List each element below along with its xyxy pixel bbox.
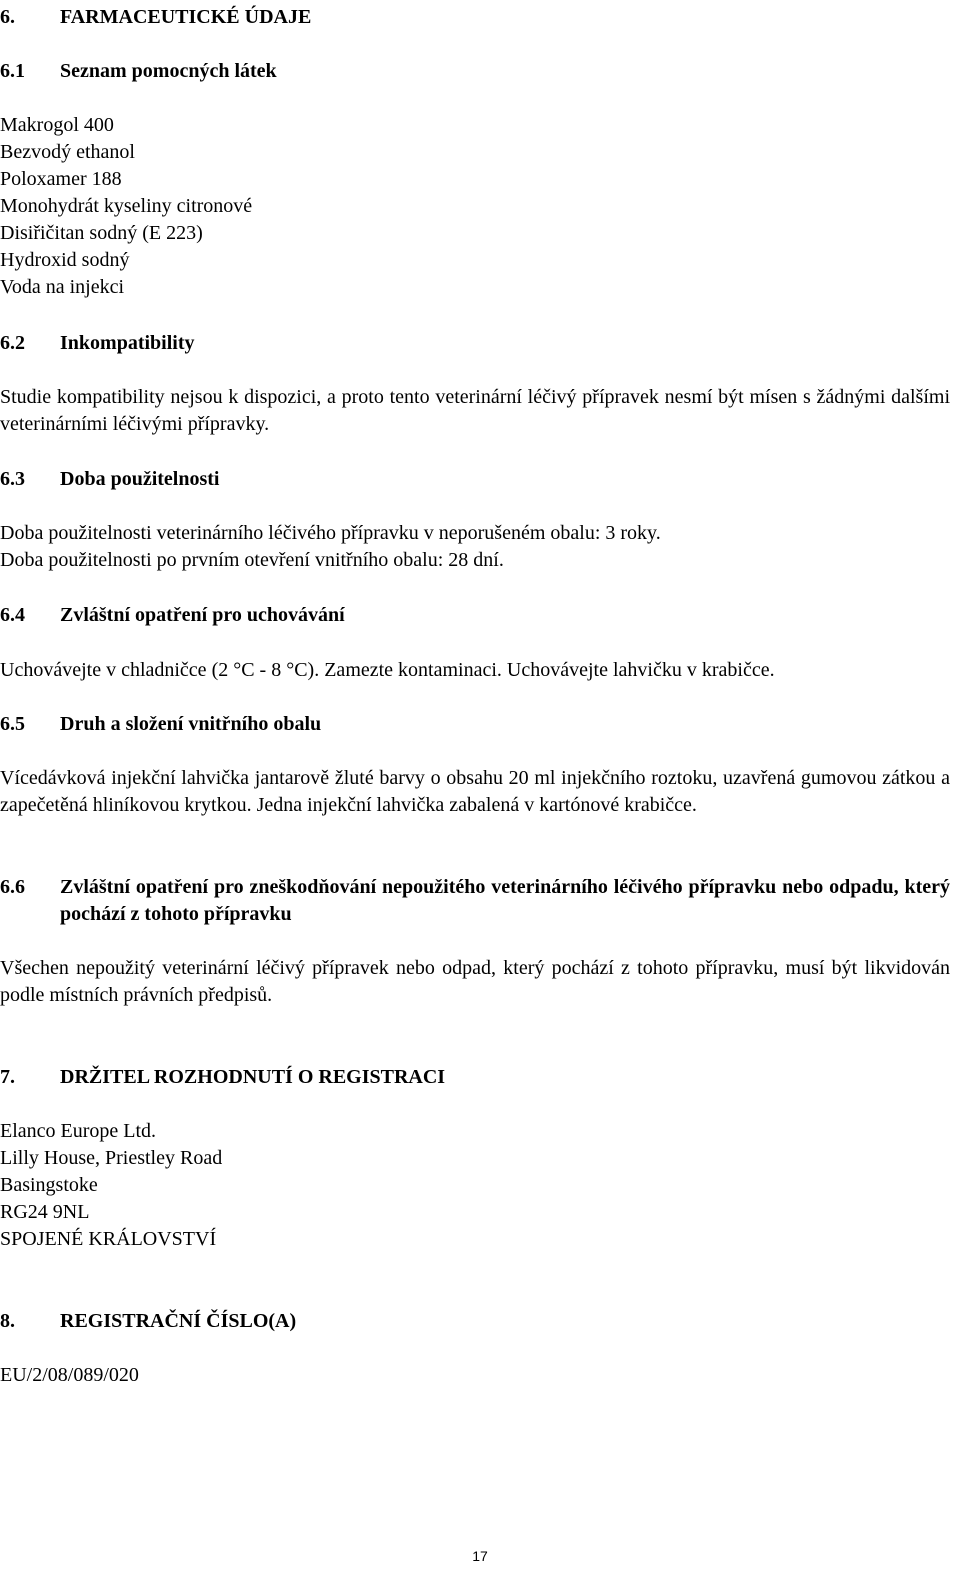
shelf-life-line: Doba použitelnosti veterinárního léčivého přípravku v neporušeném obalu: 3 roky. bbox=[0, 522, 661, 544]
section-number: 7. bbox=[0, 1066, 15, 1088]
subsection-6-5-heading bbox=[0, 711, 950, 738]
subsection-6-2-heading bbox=[0, 330, 950, 357]
subsection-title: Inkompatibility bbox=[60, 332, 195, 354]
registration-number-value: EU/2/08/089/020 bbox=[0, 1364, 139, 1386]
section-title: REGISTRAČNÍ ČÍSLO(A) bbox=[60, 1310, 297, 1332]
shelf-life-text bbox=[0, 520, 950, 574]
section-title: DRŽITEL ROZHODNUTÍ O REGISTRACI bbox=[60, 1066, 446, 1088]
section-title: FARMACEUTICKÉ ÚDAJE bbox=[60, 6, 312, 28]
address-line: SPOJENÉ KRÁLOVSTVÍ bbox=[0, 1228, 217, 1250]
subsection-6-4-heading bbox=[0, 602, 950, 629]
disposal-text: Všechen nepoužitý veterinární léčivý přípravek nebo odpad, který pochází z tohoto přípravku, musí být likvidován podle místních právních předpisů. bbox=[0, 957, 950, 1006]
subsection-number: 6.2 bbox=[0, 332, 25, 354]
subsection-number: 6.6 bbox=[0, 876, 25, 898]
storage-text bbox=[0, 657, 950, 684]
subsection-number: 6.5 bbox=[0, 713, 25, 735]
subsection-6-3-heading bbox=[0, 466, 950, 493]
registration-number bbox=[0, 1362, 950, 1389]
list-item: Makrogol 400 bbox=[0, 114, 114, 136]
address-line: Lilly House, Priestley Road bbox=[0, 1147, 223, 1169]
list-item: Bezvodý ethanol bbox=[0, 141, 135, 163]
address-line: RG24 9NL bbox=[0, 1201, 90, 1223]
container-text: Vícedávková injekční lahvička jantarově žluté barvy o obsahu 20 ml injekčního roztoku, uzavřená gumovou zátkou a zapečetěná hliníkovou krytkou. Jedna injekční lahvička zabalená v kartónové krabičce. bbox=[0, 767, 950, 816]
subsection-title: Druh a složení vnitřního obalu bbox=[60, 713, 322, 735]
holder-address bbox=[0, 1118, 950, 1253]
excipient-list bbox=[0, 112, 950, 301]
subsection-6-6-heading bbox=[0, 874, 950, 928]
subsection-title: Doba použitelnosti bbox=[60, 468, 220, 490]
section-6-heading bbox=[0, 4, 950, 31]
subsection-number: 6.1 bbox=[0, 60, 25, 82]
storage-line: Uchovávejte v chladničce (2 °C - 8 °C). Zamezte kontaminaci. Uchovávejte lahvičku v krabičce. bbox=[0, 659, 775, 681]
subsection-title: Zvláštní opatření pro uchovávání bbox=[60, 604, 345, 626]
subsection-number: 6.4 bbox=[0, 604, 25, 626]
section-7-heading bbox=[0, 1064, 950, 1091]
section-number: 6. bbox=[0, 6, 15, 28]
list-item: Monohydrát kyseliny citronové bbox=[0, 195, 253, 217]
shelf-life-line: Doba použitelnosti po prvním otevření vnitřního obalu: 28 dní. bbox=[0, 549, 504, 571]
address-line: Elanco Europe Ltd. bbox=[0, 1120, 157, 1142]
incompatibility-text: Studie kompatibility nejsou k dispozici, a proto tento veterinární léčivý přípravek nesmí být mísen s žádnými dalšími veterinárními léčivými přípravky. bbox=[0, 386, 950, 435]
list-item: Poloxamer 188 bbox=[0, 168, 122, 190]
subsection-title: Seznam pomocných látek bbox=[60, 60, 277, 82]
page-number: 17 bbox=[472, 1548, 488, 1564]
list-item: Disiřičitan sodný (E 223) bbox=[0, 222, 203, 244]
list-item: Hydroxid sodný bbox=[0, 249, 130, 271]
list-item: Voda na injekci bbox=[0, 276, 125, 298]
section-number: 8. bbox=[0, 1310, 15, 1332]
subsection-title: Zvláštní opatření pro zneškodňování nepoužitého veterinárního léčivého přípravku nebo odpadu, který pochází z tohoto přípravku bbox=[60, 876, 950, 925]
address-line: Basingstoke bbox=[0, 1174, 98, 1196]
section-8-heading bbox=[0, 1308, 950, 1335]
subsection-number: 6.3 bbox=[0, 468, 25, 490]
subsection-6-1-heading bbox=[0, 58, 950, 85]
